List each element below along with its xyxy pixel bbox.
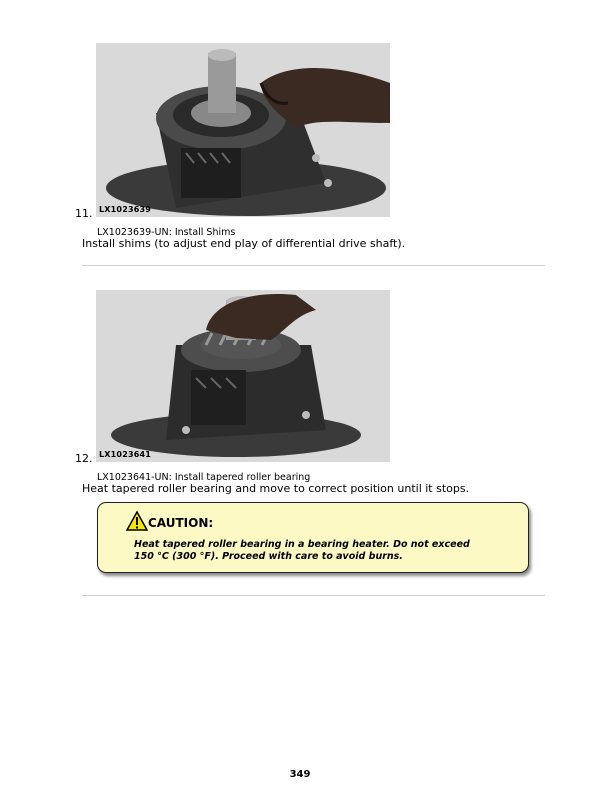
step-number: 11.	[75, 207, 93, 220]
bearing-install-illustration	[96, 290, 390, 462]
caution-line: Heat tapered roller bearing in a bearing heater. Do not exceed	[134, 539, 470, 550]
step-instruction: Heat tapered roller bearing and move to correct position until it stops.	[82, 482, 470, 495]
step-11-photo	[96, 43, 390, 217]
figure-caption: LX1023639-UN: Install Shims	[97, 227, 236, 238]
caution-text	[134, 539, 514, 563]
section-divider	[82, 595, 545, 596]
photo-id-label: LX1023639	[99, 205, 152, 214]
figure-caption: LX1023641-UN: Install tapered roller bearing	[97, 472, 311, 483]
step-number: 12.	[75, 452, 93, 465]
caution-box	[97, 502, 529, 573]
warning-triangle-icon	[126, 511, 148, 531]
step-12-photo	[96, 290, 390, 462]
caution-title: CAUTION:	[148, 516, 214, 530]
shim-install-illustration	[96, 43, 390, 217]
page-number: 349	[289, 769, 311, 780]
step-instruction: Install shims (to adjust end play of differential drive shaft).	[82, 237, 406, 250]
caution-line: 150 °C (300 °F). Proceed with care to avoid burns.	[134, 551, 403, 562]
section-divider	[82, 265, 545, 266]
photo-id-label: LX1023641	[99, 450, 152, 459]
